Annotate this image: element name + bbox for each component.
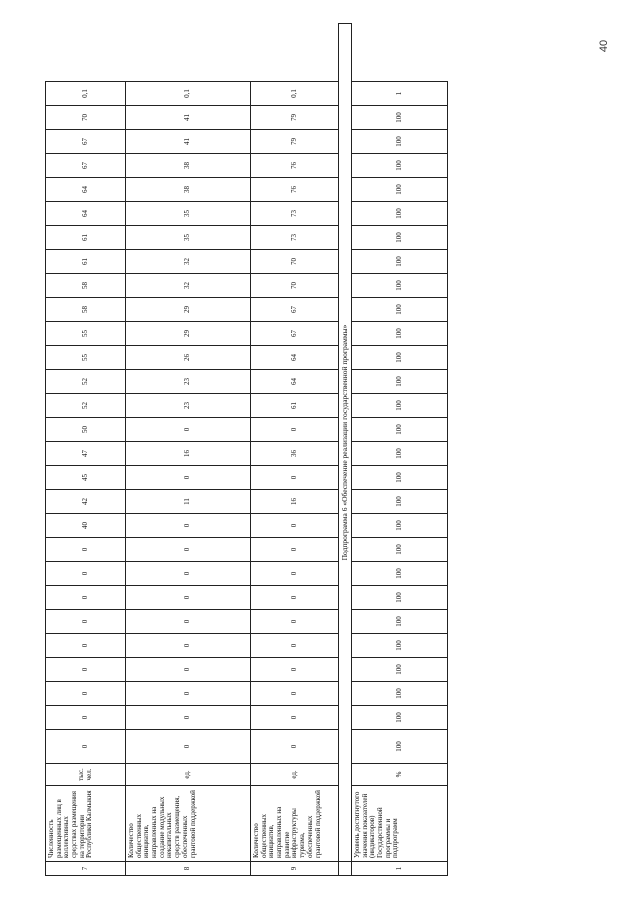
value-cell: 0 xyxy=(46,538,126,562)
value-cell: 0 xyxy=(126,610,251,634)
value-cell: 61 xyxy=(46,226,126,250)
table-row xyxy=(46,24,126,876)
value-cell: 100 xyxy=(352,706,448,730)
value-cell: 61 xyxy=(46,250,126,274)
value-cell: 0,1 xyxy=(126,82,251,106)
value-cell: 0 xyxy=(251,514,339,538)
value-cell: 0 xyxy=(46,682,126,706)
value-cell: 100 xyxy=(352,514,448,538)
value-cell: 0 xyxy=(126,586,251,610)
value-cell: 0 xyxy=(126,514,251,538)
row-number: 7 xyxy=(46,862,126,876)
value-cell: 41 xyxy=(126,106,251,130)
value-cell: 0 xyxy=(46,586,126,610)
indicator-name: Уровень достигнутого значения показателей (индикаторов) Государственной программы и подпрограмм xyxy=(352,786,448,862)
table-row xyxy=(352,24,448,876)
value-cell: 0 xyxy=(126,562,251,586)
unit-cell: ед. xyxy=(251,764,339,786)
value-cell: 32 xyxy=(126,250,251,274)
value-cell: 100 xyxy=(352,730,448,764)
indicator-name: Численность размещенных лиц в коллективных средствах размещения на территории Республики Калмыкия xyxy=(46,786,126,862)
value-cell: 100 xyxy=(352,490,448,514)
value-cell: 0 xyxy=(46,658,126,682)
value-cell: 100 xyxy=(352,346,448,370)
value-cell: 32 xyxy=(126,274,251,298)
value-cell: 0 xyxy=(126,658,251,682)
value-cell: 0 xyxy=(251,706,339,730)
row-number: 9 xyxy=(251,862,339,876)
value-cell: 64 xyxy=(46,178,126,202)
value-cell: 50 xyxy=(46,418,126,442)
value-cell: 0,1 xyxy=(46,82,126,106)
value-cell: 55 xyxy=(46,346,126,370)
table-row xyxy=(251,24,339,876)
value-cell: 58 xyxy=(46,274,126,298)
value-cell: 64 xyxy=(46,202,126,226)
value-cell: 23 xyxy=(126,394,251,418)
value-cell: 58 xyxy=(46,298,126,322)
section-row xyxy=(339,24,352,876)
row-number: 8 xyxy=(126,862,251,876)
value-cell: 100 xyxy=(352,178,448,202)
value-cell: 100 xyxy=(352,586,448,610)
value-cell: 0 xyxy=(126,418,251,442)
value-cell: 29 xyxy=(126,322,251,346)
value-cell: 1 xyxy=(352,82,448,106)
value-cell: 79 xyxy=(251,130,339,154)
value-cell: 61 xyxy=(251,394,339,418)
value-cell: 100 xyxy=(352,130,448,154)
value-cell: 38 xyxy=(126,154,251,178)
value-cell: 0 xyxy=(126,634,251,658)
value-cell: 76 xyxy=(251,178,339,202)
value-cell: 0 xyxy=(126,538,251,562)
value-cell: 100 xyxy=(352,418,448,442)
unit-cell: ед. xyxy=(126,764,251,786)
value-cell: 0 xyxy=(251,466,339,490)
value-cell: 100 xyxy=(352,370,448,394)
value-cell: 79 xyxy=(251,106,339,130)
unit-cell: тыс. чел. xyxy=(46,764,126,786)
value-cell: 100 xyxy=(352,226,448,250)
value-cell: 67 xyxy=(46,130,126,154)
value-cell: 35 xyxy=(126,202,251,226)
table-row xyxy=(126,24,251,876)
value-cell: 42 xyxy=(46,490,126,514)
value-cell: 41 xyxy=(126,130,251,154)
value-cell: 26 xyxy=(126,346,251,370)
value-cell: 70 xyxy=(251,274,339,298)
value-cell: 73 xyxy=(251,226,339,250)
value-cell: 0 xyxy=(46,610,126,634)
value-cell: 40 xyxy=(46,514,126,538)
value-cell: 0 xyxy=(251,418,339,442)
value-cell: 47 xyxy=(46,442,126,466)
value-cell: 64 xyxy=(251,346,339,370)
value-cell: 36 xyxy=(251,442,339,466)
value-cell: 100 xyxy=(352,298,448,322)
value-cell: 76 xyxy=(251,154,339,178)
value-cell: 23 xyxy=(126,370,251,394)
value-cell: 35 xyxy=(126,226,251,250)
value-cell: 55 xyxy=(46,322,126,346)
value-cell: 100 xyxy=(352,610,448,634)
value-cell: 0 xyxy=(251,658,339,682)
indicator-name: Количество общественных инициатив, направленных на развитие инфраструктуры туризма, обеспеченных грантовой поддержкой xyxy=(251,786,339,862)
value-cell: 100 xyxy=(352,562,448,586)
value-cell: 100 xyxy=(352,634,448,658)
value-cell: 0 xyxy=(126,706,251,730)
value-cell: 0 xyxy=(251,562,339,586)
value-cell: 45 xyxy=(46,466,126,490)
row-number: 1 xyxy=(352,862,448,876)
value-cell: 0 xyxy=(126,730,251,764)
value-cell: 67 xyxy=(251,298,339,322)
value-cell: 100 xyxy=(352,154,448,178)
value-cell: 0 xyxy=(46,562,126,586)
value-cell: 100 xyxy=(352,322,448,346)
value-cell: 100 xyxy=(352,682,448,706)
value-cell: 0 xyxy=(251,610,339,634)
value-cell: 38 xyxy=(126,178,251,202)
value-cell: 16 xyxy=(126,442,251,466)
value-cell: 52 xyxy=(46,370,126,394)
value-cell: 0 xyxy=(46,634,126,658)
value-cell: 0 xyxy=(251,634,339,658)
unit-cell: % xyxy=(352,764,448,786)
value-cell: 0 xyxy=(46,730,126,764)
value-cell: 70 xyxy=(46,106,126,130)
section-spacer xyxy=(339,862,352,876)
value-cell: 100 xyxy=(352,250,448,274)
page-number: 40 xyxy=(597,39,610,53)
value-cell: 64 xyxy=(251,370,339,394)
value-cell: 0 xyxy=(251,538,339,562)
value-cell: 100 xyxy=(352,442,448,466)
value-cell: 67 xyxy=(251,322,339,346)
section-title: Подпрограмма 6 «Обеспечение реализации государственной программы» xyxy=(339,24,352,862)
indicator-name: Количество общественных инициатив, направленных на создание модульных некапитальных средств размещения, обеспеченных грантовой поддержкой xyxy=(126,786,251,862)
value-cell: 100 xyxy=(352,658,448,682)
value-cell: 52 xyxy=(46,394,126,418)
value-cell: 0 xyxy=(126,466,251,490)
value-cell: 67 xyxy=(46,154,126,178)
value-cell: 100 xyxy=(352,466,448,490)
value-cell: 100 xyxy=(352,394,448,418)
rotated-table-wrapper xyxy=(45,24,447,876)
value-cell: 100 xyxy=(352,274,448,298)
value-cell: 0 xyxy=(251,730,339,764)
value-cell: 0 xyxy=(251,682,339,706)
value-cell: 0,1 xyxy=(251,82,339,106)
value-cell: 100 xyxy=(352,202,448,226)
value-cell: 0 xyxy=(126,682,251,706)
value-cell: 100 xyxy=(352,538,448,562)
indicators-table xyxy=(45,23,448,876)
value-cell: 29 xyxy=(126,298,251,322)
value-cell: 11 xyxy=(126,490,251,514)
value-cell: 0 xyxy=(251,586,339,610)
value-cell: 0 xyxy=(46,706,126,730)
value-cell: 16 xyxy=(251,490,339,514)
value-cell: 70 xyxy=(251,250,339,274)
value-cell: 73 xyxy=(251,202,339,226)
value-cell: 100 xyxy=(352,106,448,130)
